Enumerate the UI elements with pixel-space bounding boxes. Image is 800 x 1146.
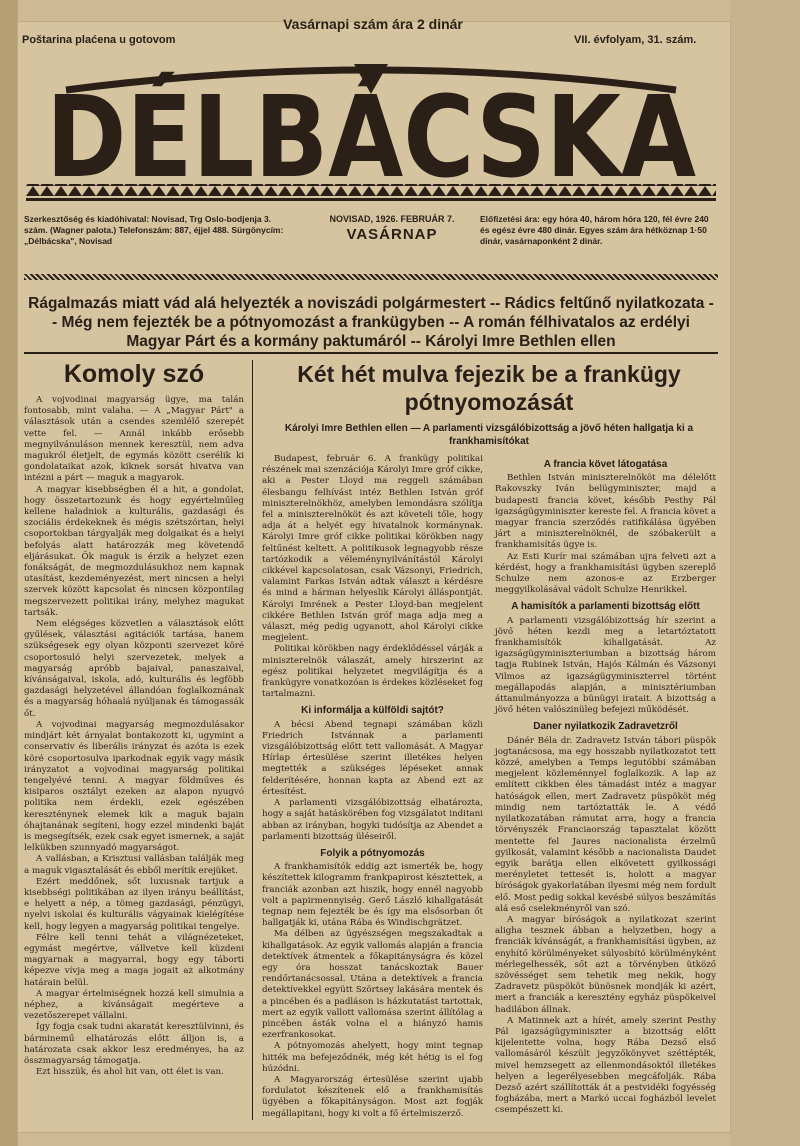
article-paragraph: A parlamenti vizsgálóbizottság elhatározta, hogy a saját hatáskörében fog vizsgálatot inditani abban az irányban, hogyki tudósítja az Abendet a parlamenti bizottság üléseiről. [262, 798, 483, 842]
headline-banner: Rágalmazás miatt vád alá helyezték a noviszádi polgármestert -- Rádics feltűnő nyilatkozata -- Még nem fejezték be a pótnyomozást a frankügyben -- A román félhivatalos az erdélyi Magyar Párt és a kormány paktumáról -- Károlyi Imre Bethlen ellen [28, 295, 714, 350]
volume-number: VII. évfolyam, 31. szám. [574, 34, 697, 46]
masthead-underline [26, 198, 716, 201]
left-article-paragraph: A vojvodinai magyarság ügye, ma talán fontosabb, mint valaha. — A „Magyar Párt" a választások után a csendes szemlélő szerepét vette fel. — Annál inkább erősebb megnyilvánuláson mennek keresztül, nem adva magukról életjelt, de egymás között cserélik ki gondolataikat azok, kiknek sorsát hivatva van intézni a párt — maguk a magyarok. [24, 395, 244, 484]
left-article-title: Komoly szó [63, 360, 205, 388]
banner-rule [24, 352, 718, 354]
masthead-title: DÉLBÁCSKA [46, 73, 798, 203]
dateline [298, 214, 486, 243]
article-paragraph: Budapest, február 6. A frankügy politikai részének mai szenzációja Károlyi Imre gróf cikke, aki a Pester Lloyd ma reggeli számában élesbangu felhívást intéz Bethlen István gróf miniszterelnökhöz, amelyben lemondásra szólítja fel a miniszterelnököt és azt követeli tőle, hogy adja át a helyét egy hivatalnok kormánynak. Károlyi Imre gróf cikke politikai körökben nagy feltűnést keltett. A politikusok legnagyobb része tartózkodik a véleménynyilvánítástól Károlyi cikkével kapcsolatosan, csak Vázsonyi, Friedrich, valamint Farkas István adtak választ a kérdésre és mind a hárman helyeslik Károlyi álláspontját. Károlyi Imrének a Pester Lloyd-ban megjelent cikkére Bethlen István gróf maga adja meg a választ, még pedig ugyanott, ahol Károlyi cikke megjelent. [262, 454, 483, 644]
article-paragraph: A magyar bíróságok a nyilatkozat szerint aligha tesznek ábban a helyzetben, hogy a franciák kívánságát, a frankhamisítási ügyben, az enyhítő körülményeket súlyosbító körülményként mérlegelhessék, sőt azt a törvényben ütköző szövésséget sem tehetik meg nekik, hogy Zadravetz püspököt bünösnek mondják ki azért, mert a franciák a keresztény egyház püspökeivel hadilábon állnak. [495, 914, 716, 1015]
article-paragraph: Politikai körökben nagy érdeklődéssel várják a miniszterelnök válaszát, amely hirszerint az egész politikai helyzetet megvilágítja és a frankügyre vonatkozóan is érdekes közléseket fog tartalmazni. [262, 644, 483, 700]
page-edge-right [730, 0, 800, 1146]
masthead-logo [26, 56, 798, 206]
article-paragraph: A frankhamisítók eddig azt ismerték be, hogy készítettek kilogramm frankpapirost késztettek, a franciák azonban azt hiszik, hogy ennél nagyobb volt a papirmennyiség. Gerő László kihallgatását tegnap nem fejezték be és így ma elsősorban őt hallgatják ki, utána Rába és Windischgrätzet. [262, 862, 483, 929]
article-paragraph: Ma délben az ügyészségen megszakadtak a kihallgatások. Az egyik vallomás alapján a francia detektívek átmentek a főkapitányságra és közel egy óra hosszat tanácskoztak Bauer rendőrtanácsossal. Utána a detektívek a francia detektívekkel együtt Szörtsey lakására mentek és a pincében és a padláson is házkutatást tartottak, mert az egyik vallott vallomása szerint állítólag a pincében ásták volna el a hiányzó hamis ezerfrankosokat. [262, 929, 483, 1041]
left-article-paragraph: Nem elégséges közvetlen a választások előtt gyűlések, választási agitációk tartása, hanem szükségesek egy olyan központi szervezet köré csoportosuló helyi szervezetek, melyek a magyarság apróbb bajaival, panaszaival, kívánságaival, iskola, adó, kulturális és legföbb gazdasági helyzetével állandóan foglalkoznának és a magyarság hóhaalá nyúljanak és támogassák őt. [24, 619, 244, 719]
article-paragraph: Bethlen István miniszterelnököt ma délelőtt Rakovszky Iván belügyminiszter, majd a budapesti francia követ, később Pesthy Pál igazságügyminiszter kereste fel. A francia követ a magyar francia szerződés ratifikálása ügyében járt a miniszterelnöknél, de szóbakerült a frankhamisítás ügye is. [495, 473, 716, 551]
page-edge-left [0, 0, 18, 1146]
article-paragraph: A pótnyomozás ahelyett, hogy mint tegnap hitték ma befejeződnék, még két hétig is el fog húzódni. [262, 1041, 483, 1074]
masthead-zigzag [26, 184, 716, 196]
left-article-paragraph: Ezért meddőnek, sőt luxusnak tartjuk a kisebbségi politikában az ilyen irányu beállítást, e helyett a nép, a tömeg gazdasági, pénzügyi, nyelvi iskolai és kulturális vágyainak kielégítése kell, hogy legyen a magyarság politikai tengelye. [24, 876, 244, 932]
section-heading: A francia követ látogatása [543, 459, 668, 470]
left-article-paragraph: A magyar kisebbségben él a hit, a gondolat, hogy összetartozunk és hogy egyértelműleg kellene haladniok a kulturális, gazdasági és szociális érdekeknek és mégis szétszórtan, helyi csoportokban tárgyalják meg dolgaikat és a helyi befolyás alatt határozzák meg követendő eljárásukat. Ők maguk is érzik a helyzet ezen fonákságát, de megmozdulásukhoz nem kapnak utasítást, kezdeményezést, mert nincsen a helyi szervek között kapcsolat és nincsen központilag megszervezett politikai irány, melyhez magukat tartsák. [24, 484, 244, 618]
main-article [262, 360, 716, 1120]
main-article-columns [262, 454, 716, 1120]
section-heading: A hamisítók a parlamenti bizottság előtt [511, 601, 700, 613]
main-article-title: Két hét mulva fejezik be a frankügy pótnyomozását [297, 361, 681, 415]
issue-date: NOVISAD, 1926. FEBRUÁR 7. [329, 214, 455, 224]
postal-notice: Poštarina plaćena u gotovom [22, 34, 176, 46]
main-article-column-b [495, 454, 716, 1120]
article-paragraph: Dánér Béla dr. Zadravetz István tábori püspök jogtanácsosa, ma egy hosszabb nyilatkozatot tett közzé, amelyben a Temps legutóbbi számában megjelent közleménnyel foglalkozik. A lap az említett cikkben éles támadást intéz a magyar hatóságok ellen, mert Zadravetz püspököt még mindig nem tartóztatták le. A védő nyilatkozatában rámutat arra, hogy a francia törvényszék Franciaország tapasztalat között mentette fel Jaures nacionalista érzelmű gyilkosát, valamint később a nacionalista Daudet egyik barátja ellen elkövetett gyilkossági merényletet tettesét is, holott a magyar bíróságok gyakorlatában ilyesmi még nem fordult elő. Most pedig sokkal kevésbé súlyos beszámítás alá eső cselekményről van szó. [495, 735, 716, 914]
left-article [24, 360, 244, 1078]
issue-weekday: VASÁRNAP [346, 226, 438, 243]
main-article-subtitle: Károlyi Imre Bethlen ellen — A parlamenti vizsgálóbizottság a jövő héten hallgatja ki a frankhamisítókat [284, 423, 694, 447]
left-article-paragraph: A vojvodinai magyarság megmozdulásakor mindjárt két árnyalat bontakozott ki, ugymint a conservativ és liberális irányzat és azóta is ezek köré csoportosulva iparkodnak egyik vagy másik irányzatot a vojvodinai magyarság politikai tengelyévé tenni. A magyar földműves és kisiparos osztályt ezeken az alapon nyugvó politika nem érdekli, ezek egészében kereszténynek elemek kik a maguk bajain óhajtanának segíteni, hogy ezzel mindenki baját is megsegítsék, ezek csak egyet ismernek, a saját lelkükben szunnyadó magyarságot. [24, 719, 244, 854]
left-article-body [24, 395, 244, 1078]
left-article-paragraph: A vallásban, a Krisztusi vallásban találják meg a maguk vigasztalását és ebből merítik erejüket. [24, 854, 244, 876]
article-paragraph: A bécsi Abend tegnapi számában közli Friedrich Istvánnak a parlamenti vizsgálóbizottság előtt tett vallomását. A Magyar Hírlap értesülése szerint illetékes helyen megtették a szükséges lépéseket annak felderítésére, honnan kapta az Abend ezt az értesítést. [262, 719, 483, 797]
left-article-paragraph: Félre kell tenni tehát a világnézeteket, egymást megértve, vállvetve kell küzdeni magyarnak a magyarral, hogy egy táborti képezve vívja meg a maga jogait az alkotmány határain belül. [24, 932, 244, 988]
left-article-paragraph: A magyar értelmiségnek hozzá kell simulnia a néphez, a kívánságait megérteve a vezetőszerepet vállalni. [24, 988, 244, 1022]
editorial-office-info: Szerkesztőség és kiadóhivatal: Novisad, Trg Oslo-bodjenja 3. szám. (Wagner palota.) Telefonszám: 887, éjjel 488. Sürgönycím: „Délbácska", Novisad [24, 214, 284, 246]
section-heading: Daner nyilatkozik Zadravetzről [533, 721, 678, 733]
hatch-divider-top [24, 274, 718, 280]
section-heading: Folyik a pótnyomozás [320, 847, 425, 859]
column-divider [252, 360, 253, 1120]
article-paragraph: A parlamenti vizsgálóbizottság hír szerint a jövő héten kezdi meg a letartóztatott frankhamisítók kihallgatását. Az igazságügyminiszteriumban a bizottság három tagja Rubinek István, Hajós Kálmán és Vázsonyi Vilmos az igazságügyminiszterrel történt megállapodás alapján, a minisztériumban áttanulmányozza a bünügyi iratait. A bizottság a jövő héten valószinüleg befejezi működését. [495, 615, 716, 716]
main-article-column-a [262, 454, 483, 1120]
subscription-info: Előfizetési ára: egy hóra 40, három hóra 120, fél évre 240 és egész évre 480 dinár. Egyes szám ára hétköznap 1·50 dinár, vasárnaponként 2 dinár. [480, 214, 709, 246]
section-heading: Ki informálja a külföldi sajtót? [301, 705, 444, 717]
price-line: Vasárnapi szám ára 2 dinár [283, 16, 463, 32]
left-article-paragraph: Ezt hisszük, és ahol hit van, ott élet is van. [36, 1067, 224, 1078]
article-paragraph: A Matinnek azt a hírét, amely szerint Pesthy Pál igazságügyminiszter a bizottság előtt kijelentette volna, hogy Rába Dezső első vallomásáról készült jegyzőkönyvet széttépték, mivel hemzsegett az ellenmondásoktól illetékes helyen a legerélyesebben megcáfolják. Rába Dezső azért szállították át a pestvidéki fogyésség fogházába, mert a Markó uccai fogházból levelet csempészett ki. [495, 1015, 716, 1116]
article-paragraph: Az Esti Kurír mai számában ujra felveti azt a kérdést, hogy a frankhamisítási ügyben szereplő Schulze nem azonos-e az Erzberger meggyilkolásával vádolt Schulze Henrikkel. [495, 551, 716, 596]
article-paragraph: A Magyarország értesülése szerint ujabb fordulatot készítenek elő a frankhamisítás ügyében a főkapitányságon. Most azt fogják megállapitani, hogy ki volt a fő értelmiszerző. [262, 1074, 483, 1119]
left-article-paragraph: Így fogja csak tudni akaratát keresztülvinni, és bárminemű elhatározás előtt álljon is, a határozata csak akkor lesz eredményes, ha az összmagyarság támogatja. [24, 1022, 244, 1066]
